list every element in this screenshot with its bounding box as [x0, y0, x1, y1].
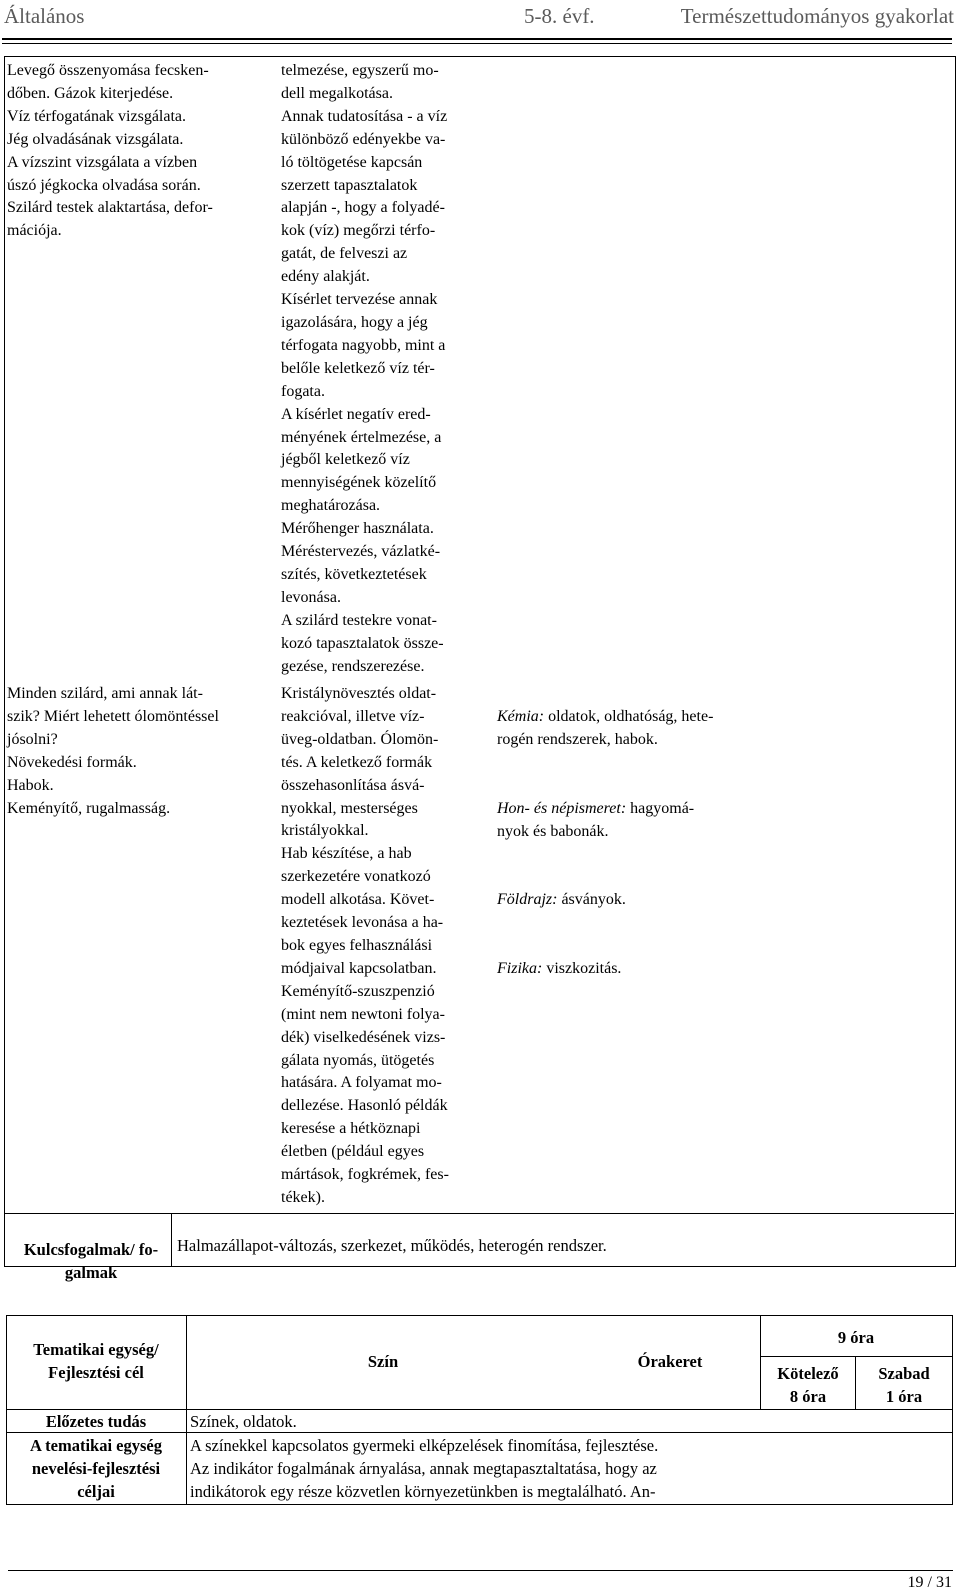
table-divider: [760, 1315, 761, 1409]
total-hours: 9 óra: [837, 1328, 875, 1347]
header-grades: 5-8. évf.: [524, 4, 595, 28]
mandatory-hours: Kötelező 8 óra: [777, 1364, 839, 1406]
goals-label: A tematikai egység nevelési-fejlesztési céljai: [30, 1436, 162, 1501]
keywords-label: Kulcsfogalmak/ fo- galmak: [23, 1240, 159, 1282]
table-divider: [4, 1213, 954, 1214]
activities-cell-bottom: Kristálynövesztés oldat- reakcióval, illetve víz- üveg-oldatban. Ólomön- tés. A keletkező formák összehasonlítása ásvá- nyokkal, mesterséges kristályokkal. Hab készítése, a hab szerkezetére vonatkozó modell alkotása. Követ- keztetések levonása a ha- bok egyes felhasználási módjaival kapcsolatban. Keményítő-szuszpenzió (mint nem newtoni folya- dék) viselkedésének vizs- gálata nyomás, ütögetés hatására. A folyamat mo- dellezése. Hasonló példák keresése a hétköznapi életben (például egyes mártások, fogkrémek, fes- tékek).: [281, 685, 449, 1206]
page-number: 19 / 31: [907, 1574, 952, 1591]
goals-line: indikátorok egy része közvetlen környezetünkben is megtalálható. An-: [190, 1482, 656, 1501]
keywords-text: Halmazállapot-változás, szerkezet, működés, heterogén rendszer.: [177, 1236, 607, 1255]
prior-knowledge-text: Színek, oldatok.: [190, 1412, 297, 1431]
page-header: [0, 4, 960, 40]
footer-rule: [8, 1570, 953, 1571]
header-subject: Természettudományos gyakorlat: [680, 4, 954, 28]
cross-curricular-links: [497, 683, 767, 1027]
link-folklore: Hon- és népismeret: hagyomá- nyok és babonák.: [497, 799, 695, 840]
link-geography: Földrajz: ásványok.: [497, 891, 626, 909]
activities-cell-top: telmezése, egyszerű mo- dell megalkotása. Annak tudatosítása - a víz különböző edényekbe va- ló töltögetése kapcsán szerzett tapasztalatok alapján -, hogy a folyadé- kok (víz) megőrzi térfo- gatát, de felveszi az edény alakját. Kísérlet tervezése annak igazolására, hogy a jég térfogata nagyobb, mint a belőle keletkező víz tér- fogata. A kísérlet negatív ered- ményének értelmezése, a jégből keletkező víz mennyiségének közelítő meghatározása. Mérőhenger használata. Méréstervezés, vázlatké- szítés, következtetések levonása. A szilárd testekre vonat- kozó tapasztalatok össze- gezése, rendszerezése.: [281, 62, 448, 675]
topics-cell-bottom: Minden szilárd, ami annak lát- szik? Miért lehetett ólomöntéssel jósolni? Növekedési formák. Habok. Keményítő, rugalmasság.: [7, 685, 219, 817]
hours-label: Órakeret: [637, 1352, 703, 1371]
goals-line: Az indikátor fogalmának árnyalása, annak megtapasztaltatása, hogy az: [190, 1459, 657, 1478]
link-chemistry: Kémia: oldatok, oldhatóság, hete- rogén rendszerek, habok.: [497, 707, 714, 748]
header-rule: [2, 38, 952, 40]
header-level: Általános: [4, 4, 85, 28]
header-rule-thin: [2, 43, 952, 44]
table-divider: [855, 1356, 856, 1409]
goals-line: A színekkel kapcsolatos gyermeki elképzelések finomítása, fejlesztése.: [190, 1436, 659, 1455]
topics-cell-top: Levegő összenyomása fecsken- dőben. Gázok kiterjedése. Víz térfogatának vizsgálata. Jég olvadásának vizsgálata. A vízszint vizsgálata a vízben úszó jégkocka olvadása során. Szilárd testek alaktartása, defor- mációja.: [7, 62, 213, 240]
table-divider: [760, 1356, 952, 1357]
unit-label: Tematikai egység/ Fejlesztési cél: [33, 1340, 159, 1382]
unit-title: Szín: [367, 1352, 399, 1371]
link-physics: Fizika: viszkozitás.: [497, 960, 622, 978]
free-hours: Szabad 1 óra: [878, 1364, 930, 1406]
prior-knowledge-label: Előzetes tudás: [45, 1412, 147, 1431]
